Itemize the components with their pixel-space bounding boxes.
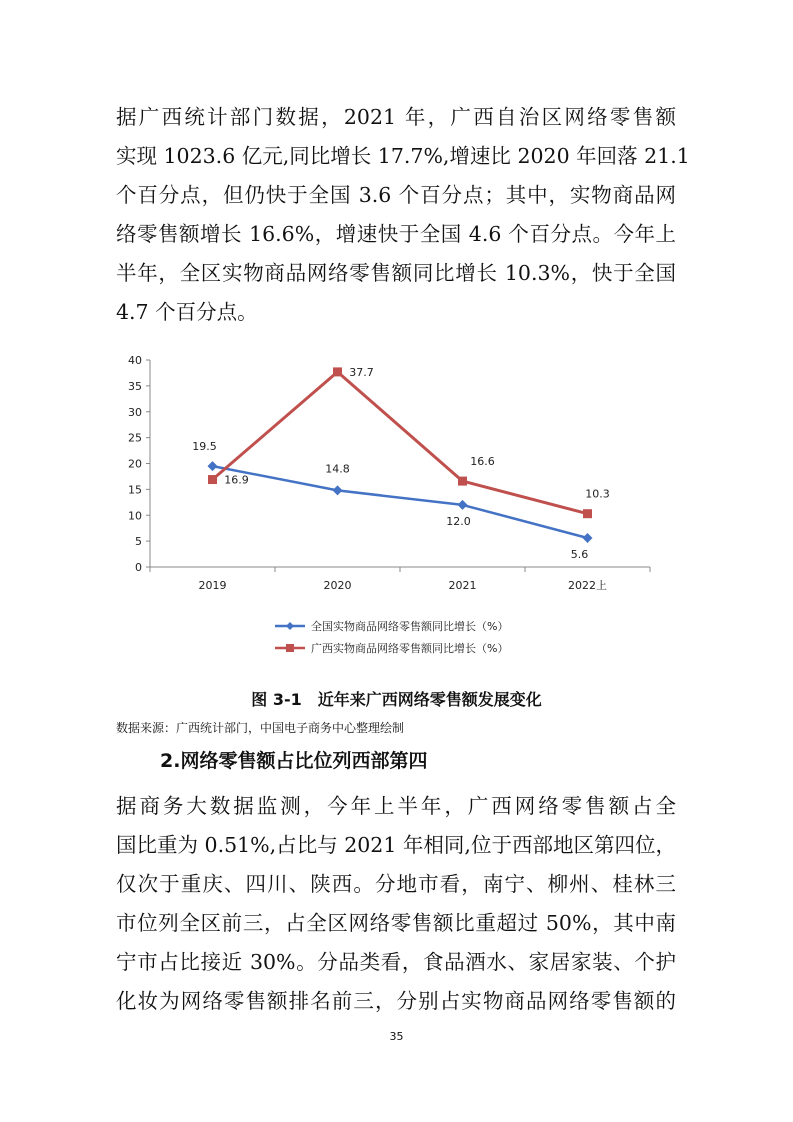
y-tick-label: 10	[128, 509, 142, 523]
chart-svg	[110, 348, 670, 678]
section-heading: 2.网络零售额占比位列西部第四	[160, 750, 428, 772]
y-tick-label: 35	[128, 379, 142, 393]
data-label: 10.3	[585, 487, 610, 501]
legend-label: 全国实物商品网络零售额同比增长（%）	[311, 620, 509, 633]
paragraph-line: 市位列全区前三，占全区网络零售额比重超过 50%，其中南	[116, 911, 676, 935]
x-tick-label: 2022上	[568, 579, 607, 592]
data-point	[333, 485, 343, 495]
paragraph-2	[116, 787, 676, 1021]
paragraph-line: 个百分点，但仍快于全国 3.6 个百分点；其中，实物商品网	[116, 183, 676, 207]
y-tick-label: 20	[128, 457, 142, 471]
data-point	[583, 533, 593, 543]
series-line	[213, 466, 588, 538]
paragraph-line: 4.7 个百分点。	[116, 300, 258, 324]
line-chart	[110, 348, 670, 678]
legend-label: 广西实物商品网络零售额同比增长（%）	[311, 642, 509, 655]
data-point	[208, 461, 218, 471]
paragraph-line: 络零售额增长 16.6%，增速快于全国 4.6 个百分点。今年上	[116, 222, 676, 246]
data-label: 19.5	[192, 440, 217, 454]
data-label: 37.7	[349, 365, 374, 379]
y-tick-label: 25	[128, 431, 142, 445]
paragraph-line: 化妆为网络零售额排名前三，分别占实物商品网络零售额的	[116, 989, 676, 1013]
paragraph-line: 据广西统计部门数据，2021 年，广西自治区网络零售额	[116, 105, 676, 129]
legend-marker	[286, 622, 294, 630]
y-tick-label: 5	[135, 535, 142, 549]
paragraph-line: 半年，全区实物商品网络零售额同比增长 10.3%，快于全国	[116, 261, 676, 285]
figure-caption: 图 3-1 近年来广西网络零售额发展变化	[251, 690, 542, 709]
data-label: 5.6	[570, 548, 589, 562]
y-tick-label: 30	[128, 405, 142, 419]
x-tick-label: 2021	[448, 579, 477, 592]
data-label: 14.8	[325, 462, 350, 476]
series-line	[213, 372, 588, 514]
paragraph-line: 据商务大数据监测，今年上半年，广西网络零售额占全	[116, 794, 676, 818]
data-point	[583, 509, 592, 518]
page-number: 35	[389, 1030, 404, 1043]
paragraph-line: 仅次于重庆、四川、陕西。分地市看，南宁、柳州、桂林三	[116, 872, 676, 896]
y-tick-label: 0	[135, 561, 142, 574]
data-point	[333, 367, 342, 376]
data-point	[208, 475, 217, 484]
legend-marker	[286, 644, 294, 652]
paragraph-line: 实现 1023.6 亿元,同比增长 17.7%,增速比 2020 年回落 21.1	[116, 144, 690, 168]
data-point	[458, 500, 468, 510]
y-tick-label: 40	[128, 354, 142, 367]
data-source-note: 数据来源：广西统计部门，中国电子商务中心整理绘制	[116, 721, 405, 735]
paragraph-1	[116, 98, 690, 332]
data-point	[458, 477, 467, 486]
data-label: 16.6	[470, 455, 495, 469]
x-tick-label: 2020	[323, 579, 352, 592]
x-tick-label: 2019	[198, 579, 227, 592]
data-label: 12.0	[446, 514, 471, 528]
paragraph-line: 国比重为 0.51%,占比与 2021 年相同,位于西部地区第四位，	[116, 833, 676, 857]
data-label: 16.9	[224, 473, 249, 487]
paragraph-line: 宁市占比接近 30%。分品类看，食品酒水、家居家装、个护	[116, 950, 676, 974]
y-tick-label: 15	[128, 483, 142, 497]
